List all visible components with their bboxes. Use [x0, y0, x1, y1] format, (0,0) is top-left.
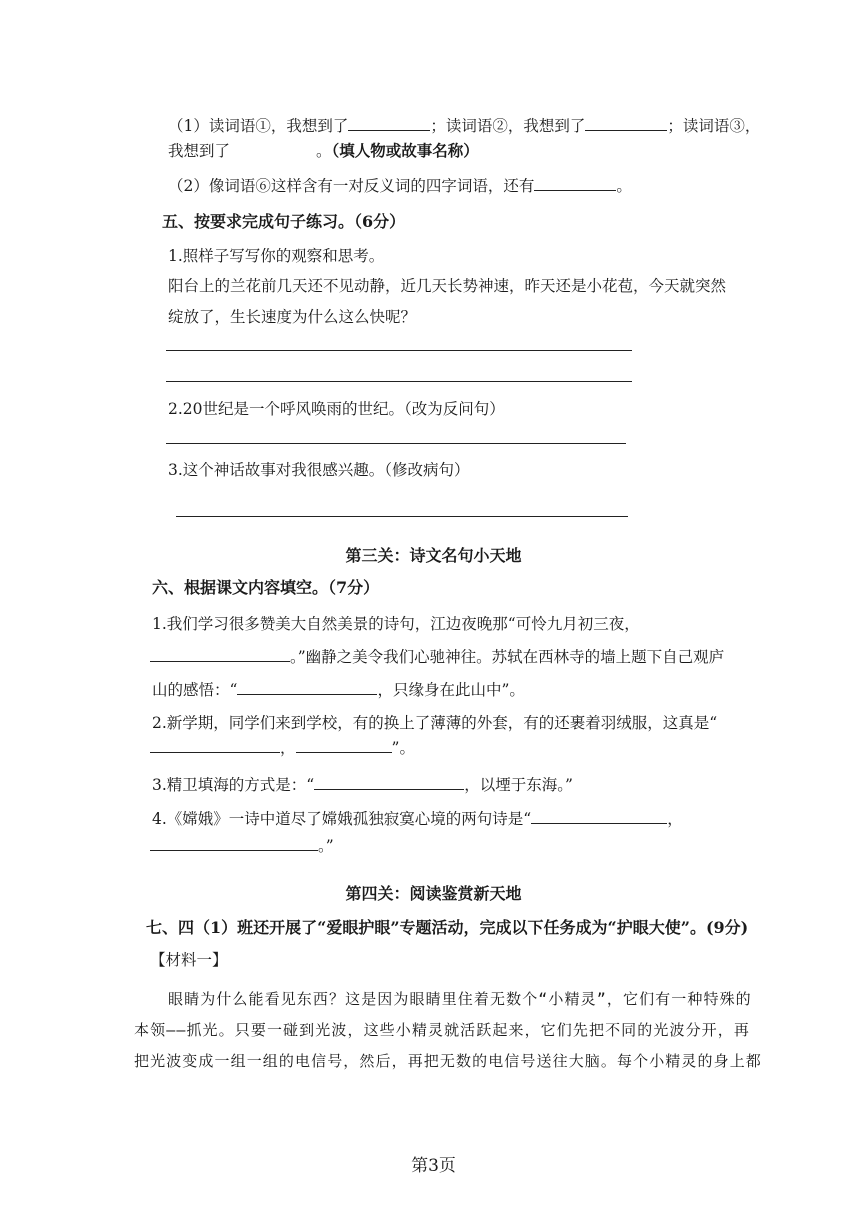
q4-line2-text-a: 我想到了 [168, 142, 231, 160]
s6-q3-text-b: ，以堙于东海。” [464, 776, 573, 794]
q4-hint: （填人物或故事名称） [331, 141, 479, 160]
q4-line-3 [168, 176, 632, 196]
level-4-title: 第四关：阅读鉴赏新天地 [345, 884, 522, 903]
material-1-label: 【材料一】 [150, 951, 228, 969]
s5-q3: 3.这个神话故事对我很感兴趣。（修改病句） [168, 461, 470, 479]
answer-blank[interactable] [534, 176, 616, 191]
s5-q1-example-line1: 阳台上的兰花前几天还不见动静，近几天长势神速，昨天还是小花苞，今天就突然 [168, 277, 727, 295]
q4-line3-text-a: （2）像词语⑥这样含有一对反义词的四字词语，还有 [168, 177, 535, 195]
s5-q2: 2.20世纪是一个呼风唤雨的世纪。（改为反问句） [168, 400, 505, 418]
answer-blank[interactable] [150, 738, 280, 753]
s6-q2-line2 [150, 738, 415, 758]
s6-q1-line1: 1.我们学习很多赞美大自然美景的诗句，江边夜晚那“可怜九月初三夜， [152, 615, 640, 633]
s6-q3-text-a: 3.精卫填海的方式是：“ [152, 776, 315, 794]
section-7-heading: 七、四（1）班还开展了“爱眼护眼”专题活动，完成以下任务成为“护眼大使”。(9分) [146, 918, 749, 937]
s6-q2-text-b: ， [280, 739, 296, 757]
material-1-paragraph-line3: 把光波变成一组一组的电信号，然后，再把无数的电信号送往大脑。每个小精灵的身上都 [134, 1052, 762, 1070]
answer-line[interactable] [166, 350, 632, 351]
s6-q4-text-b: ， [667, 810, 683, 828]
answer-line[interactable] [166, 381, 632, 382]
q4-line1-text-c: ；读词语③， [667, 117, 761, 135]
s6-q1-text-c: 山的感悟：“ [152, 681, 238, 699]
s6-q4-line1 [152, 809, 683, 829]
s6-q4-text-a: 4.《嫦娥》一诗中道尽了嫦娥孤独寂寞心境的两句诗是“ [152, 810, 532, 828]
s6-q4-text-c: 。” [318, 837, 334, 855]
s6-q1-line3 [152, 680, 525, 700]
q4-line1-text-b: ；读词语②，我想到了 [430, 117, 586, 135]
s5-q1-title: 1.照样子写写你的观察和思考。 [168, 247, 385, 265]
answer-blank[interactable] [585, 116, 667, 131]
s6-q3 [152, 775, 573, 795]
s6-q4-line2 [150, 836, 334, 856]
page-number: 第3页 [411, 1156, 456, 1176]
s6-q1-text-d: ，只缘身在此山中”。 [377, 681, 525, 699]
q4-line-2 [168, 141, 479, 161]
s6-q1-text-b: 。”幽静之美令我们心驰神往。苏轼在西林寺的墙上题下自己观庐 [290, 648, 725, 666]
s5-q1-example-line2: 绽放了，生长速度为什么这么快呢？ [168, 308, 417, 326]
answer-blank[interactable] [531, 809, 667, 824]
material-1-paragraph-line1: 眼睛为什么能看见东西？这是因为眼睛里住着无数个“小精灵”，它们有一种特殊的 [168, 990, 752, 1008]
answer-blank[interactable] [314, 775, 464, 790]
answer-line[interactable] [176, 516, 628, 517]
material-1-paragraph-line2: 本领——抓光。只要一碰到光波，这些小精灵就活跃起来，它们先把不同的光波分开，再 [134, 1021, 750, 1039]
answer-blank[interactable] [348, 116, 430, 131]
answer-line[interactable] [166, 443, 626, 444]
q4-line1-text-a: （1）读词语①，我想到了 [168, 117, 349, 135]
q4-line2-text-b: 。 [316, 142, 332, 160]
answer-blank[interactable] [237, 680, 377, 695]
section-5-heading: 五、按要求完成句子练习。（6分） [162, 212, 406, 231]
answer-blank[interactable] [150, 836, 318, 851]
s6-q2-text-c: ”。 [391, 739, 415, 757]
answer-blank[interactable] [150, 647, 290, 662]
s6-q1-line2 [150, 647, 724, 667]
s6-q2-line1: 2.新学期，同学们来到学校，有的换上了薄薄的外套，有的还裹着羽绒服，这真是“ [152, 714, 718, 732]
answer-blank[interactable] [230, 141, 316, 156]
q4-line3-text-b: 。 [616, 177, 632, 195]
answer-blank[interactable] [296, 738, 392, 753]
section-6-heading: 六、根据课文内容填空。（7分） [152, 578, 380, 597]
q4-line-1 [168, 116, 760, 136]
level-3-title: 第三关：诗文名句小天地 [345, 546, 522, 565]
